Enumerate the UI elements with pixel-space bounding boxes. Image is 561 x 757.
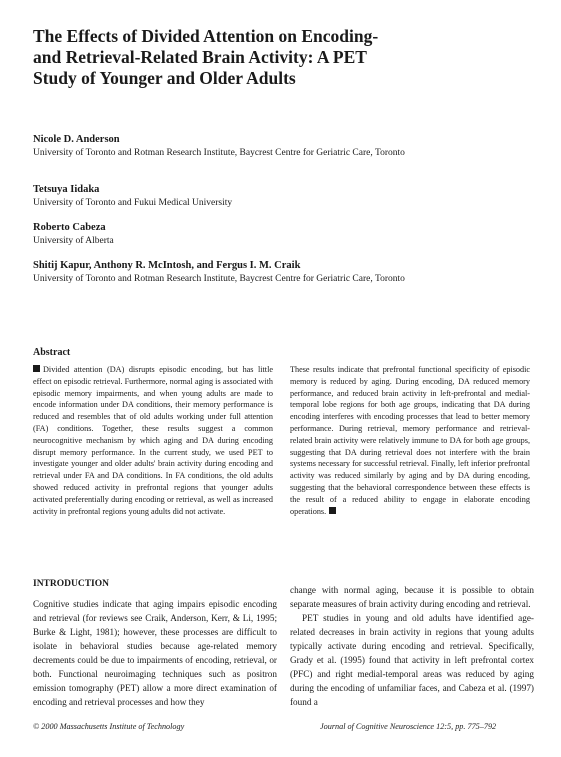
abstract-heading: Abstract [33,347,71,358]
abstract-text-left: Divided attention (DA) disrupts episodic encoding, but has little effect on episodic retrieval. Furthermore, normal aging is associated with episodic memory impairments, and when young adults are made to encode information under DA conditions, their memory performance is reduced and resembles that of old adults working under full attention (FA) conditions. Together, these results suggest a common neurocognitive mechanism by which aging and DA during encoding disrupt memory performance. In the current study, we used PET to investigate younger and older adults' brain activity during encoding and retrieval under FA and DA conditions. In FA conditions, the old adults showed reduced activity in prefrontal regions that younger adults activated preferentially during encoding or retrieval, as well as increased activity in prefrontal regions young adults did not activate. [33,365,273,516]
paragraph: change with normal aging, because it is possible to obtain separate measures of brain activity during encoding and retrieval. [290,585,534,609]
abstract-column-right [290,364,530,517]
author-name: Tetsuya Iidaka [33,184,100,195]
author-affiliation: University of Toronto and Rotman Research Institute, Baycrest Centre for Geriatric Care, Toronto [33,274,405,284]
abstract-start-square-icon [33,365,40,372]
article-title: The Effects of Divided Attention on Encoding- and Retrieval-Related Brain Activity: A PET Study of Younger and Older Adults [33,26,379,88]
author-affiliation: University of Toronto and Rotman Research Institute, Baycrest Centre for Geriatric Care, Toronto [33,148,405,158]
copyright-footer: © 2000 Massachusetts Institute of Technology [33,722,185,731]
author-block [33,133,453,160]
paragraph: PET studies in young and old adults have identified age-related decreases in brain activity in regions that young adults typically activate during encoding and retrieval. Specifically, Grady et al. (1995) found that activity in left prefrontal cortex (PFC) and right medial-temporal areas was reduced by aging during the encoding of unfamiliar faces, and Cabeza et al. (1997) found a [290,613,534,707]
paragraph: Cognitive studies indicate that aging impairs episodic encoding and retrieval (for reviews see Craik, Anderson, Kerr, & Li, 1995; Burke & Light, 1981); however, these processes are difficult to isolate in behavioral studies because age-related memory decrements could be due to impairments of encoding, retrieval, or both. Functional neuroimaging techniques such as positron emission tomography (PET) allow a more direct examination of encoding and retrieval processes and how they [33,599,277,707]
author-affiliation: University of Alberta [33,236,114,246]
body-column-left [33,597,277,709]
author-block [33,259,453,286]
journal-citation-footer: Journal of Cognitive Neuroscience 12:5, pp. 775–792 [320,722,497,731]
author-block [33,183,453,210]
abstract-end-square-icon [329,507,336,514]
abstract-column-left [33,364,273,517]
author-name: Nicole D. Anderson [33,134,120,145]
author-affiliation: University of Toronto and Fukui Medical University [33,198,233,208]
author-name: Roberto Cabeza [33,222,106,233]
body-column-right [290,583,534,709]
author-name: Shitij Kapur, Anthony R. McIntosh, and Fergus I. M. Craik [33,260,301,271]
introduction-heading: INTRODUCTION [33,579,110,589]
author-block [33,221,453,248]
abstract-text-right: These results indicate that prefrontal functional specificity of episodic memory is reduced by aging. During encoding, DA reduced memory performance, and reduced brain activity in left-prefrontal and medial-temporal lobe regions for both age groups, indicating that DA during encoding interferes with encoding processes that lead to better memory performance. During retrieval, memory performance and retrieval-related brain activity were relatively immune to DA for both age groups, suggesting that DA during retrieval does not interfere with the brain systems necessary for successful retrieval. Finally, left inferior prefrontal activity was reduced similarly by aging and by DA during encoding, suggesting that the behavioral correspondence between these effects is the result of a reduced ability to engage in elaborate encoding operations. [290,365,530,516]
